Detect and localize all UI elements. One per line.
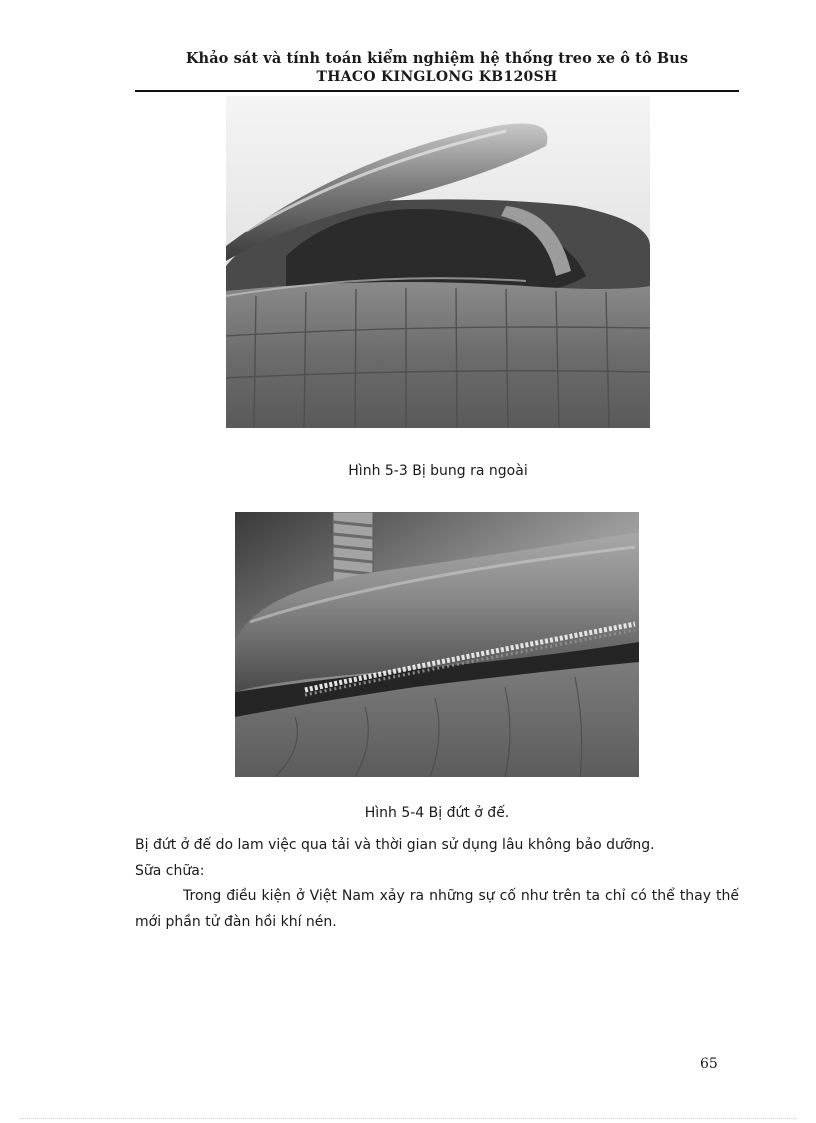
figure-5-3-photo [226, 96, 650, 428]
body-paragraph-repair-heading: Sữa chữa: [135, 863, 205, 879]
body-paragraph-cause: Bị đứt ở đế do lam việc qua tải và thời gian sử dụng lâu không bảo dưỡng. [135, 837, 655, 853]
page-header [135, 50, 739, 86]
figure-5-3-caption: Hình 5-3 Bị bung ra ngoài [348, 463, 528, 479]
figure-5-4-photo [235, 512, 639, 777]
footer-divider [20, 1118, 796, 1119]
header-subtitle: THACO KINGLONG KB120SH [316, 69, 558, 85]
page-number: 65 [700, 1056, 718, 1072]
body-paragraph-repair: Trong điều kiện ở Việt Nam xảy ra những sự cố như trên ta chỉ có thể thay thế mới phần tử đàn hồi khí nén. [135, 888, 739, 930]
header-rule [135, 90, 739, 92]
figure-5-4-caption: Hình 5-4 Bị đứt ở đế. [364, 805, 510, 821]
header-title: Khảo sát và tính toán kiểm nghiệm hệ thống treo xe ô tô Bus [185, 50, 689, 67]
